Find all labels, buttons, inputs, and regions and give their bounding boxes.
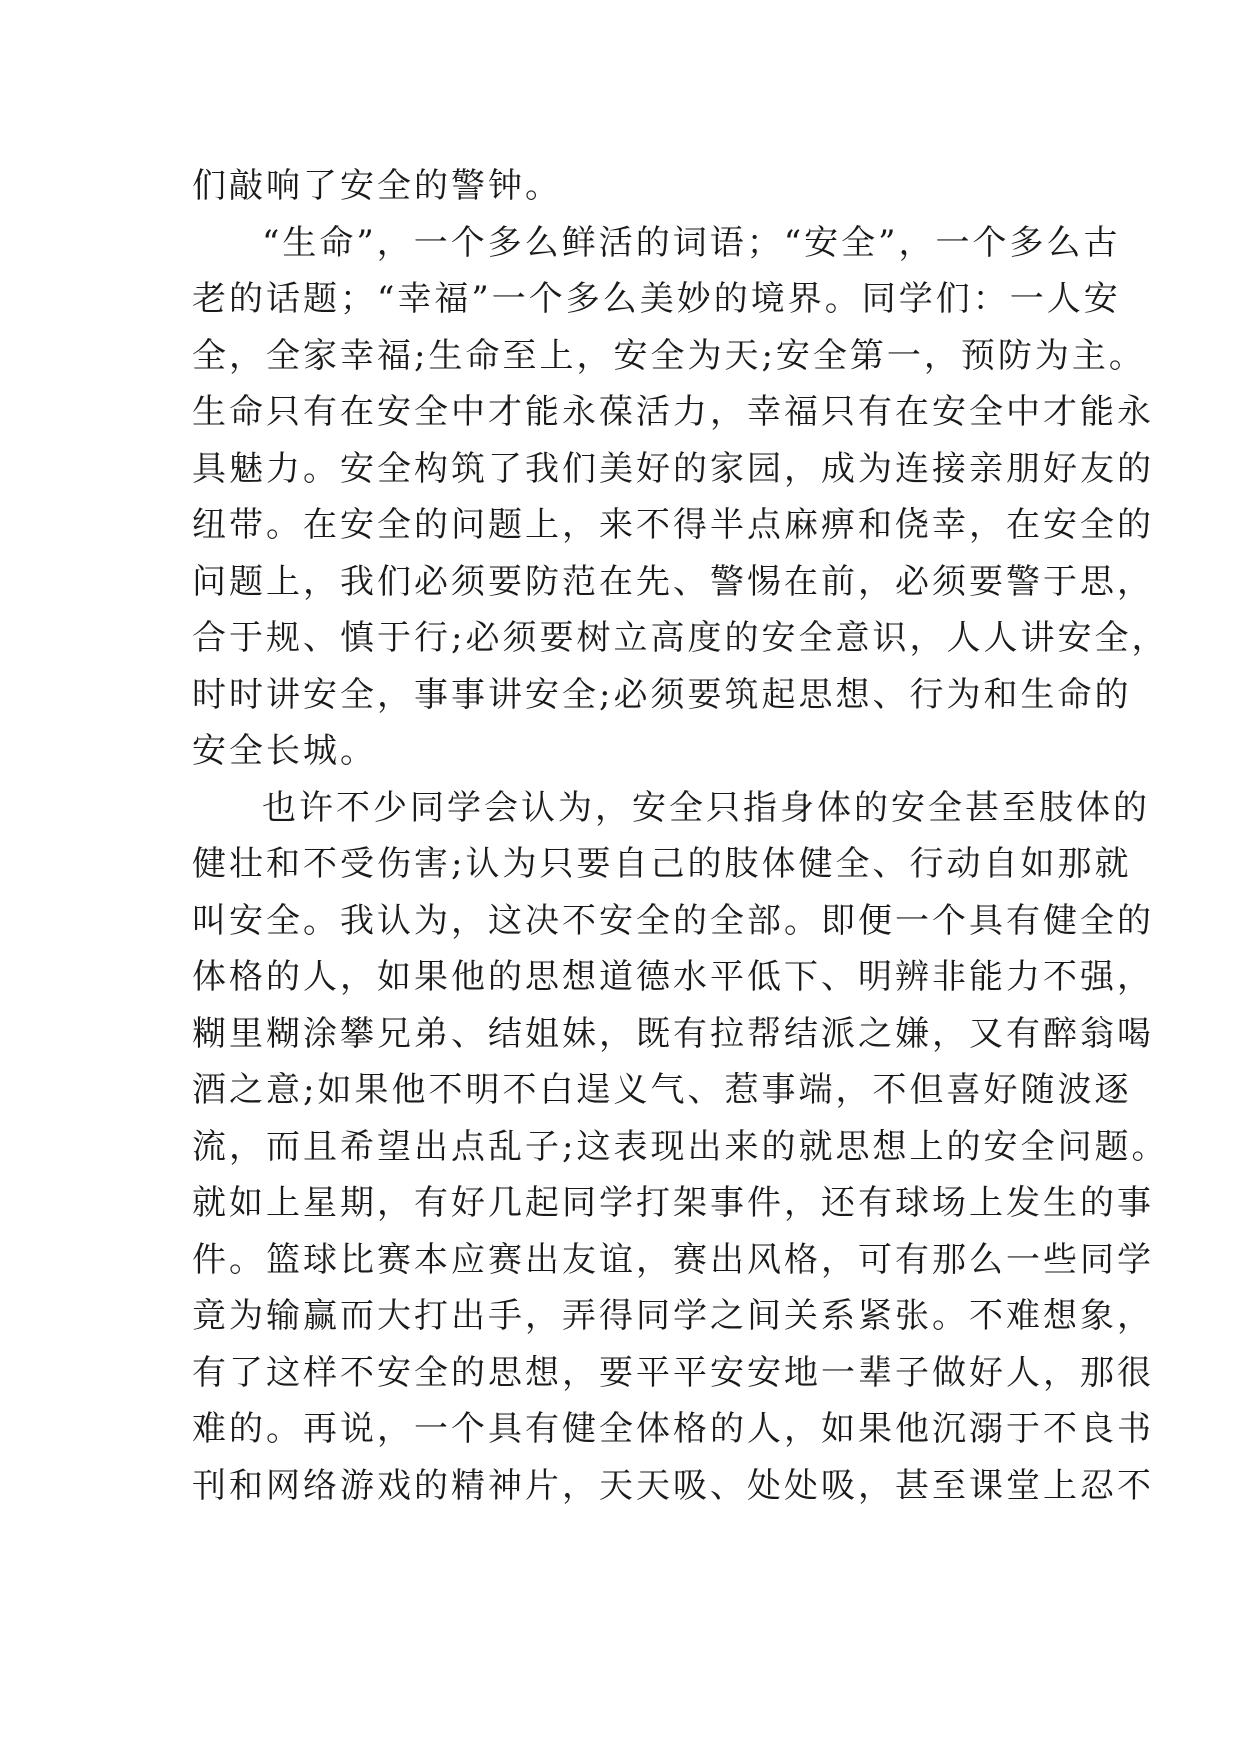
- text-line: 叫安全。我认为，这决不安全的全部。即便一个具有健全的: [192, 900, 1154, 941]
- text-line: 问题上，我们必须要防范在先、警惕在前，必须要警于思，: [192, 561, 1154, 602]
- text-line: 纽带。在安全的问题上，来不得半点麻痹和侥幸，在安全的: [192, 505, 1154, 545]
- text-line: 有了这样不安全的思想，要平平安安地一辈子做好人，那很: [192, 1352, 1154, 1393]
- text-line: 安全长城。: [192, 731, 377, 771]
- text-line: 糊里糊涂攀兄弟、结姐妹，既有拉帮结派之嫌，又有醉翁喝: [192, 1013, 1154, 1054]
- text-line: 就如上星期，有好几起同学打架事件，还有球场上发生的事: [192, 1183, 1154, 1223]
- text-line: 老的话题；“幸福”一个多么美妙的境界。同学们：一人安: [192, 279, 1121, 319]
- text-line: “生命”，一个多么鲜活的词语；“安全”，一个多么古: [262, 222, 1121, 263]
- text-line: 健壮和不受伤害;认为只要自己的肢体健全、行动自如那就: [192, 844, 1132, 884]
- text-line: 时时讲安全，事事讲安全;必须要筑起思想、行为和生命的: [192, 674, 1132, 715]
- text-line: 难的。再说，一个具有健全体格的人，如果他沉溺于不良书: [192, 1409, 1154, 1449]
- text-line: 酒之意;如果他不明不白逞义气、惹事端，不但喜好随波逐: [192, 1070, 1132, 1110]
- text-line: 流，而且希望出点乱子;这表现出来的就思想上的安全问题。: [192, 1126, 1169, 1167]
- text-line: 全，全家幸福;生命至上，安全为天;安全第一，预防为主。: [192, 335, 1146, 376]
- text-line: 刊和网络游戏的精神片，天天吸、处处吸，甚至课堂上忍不: [192, 1465, 1154, 1506]
- text-line: 生命只有在安全中才能永葆活力，幸福只有在安全中才能永: [192, 392, 1154, 432]
- text-line: 竟为输赢而大打出手，弄得同学之间关系紧张。不难想象，: [192, 1296, 1154, 1336]
- text-line: 也许不少同学会认为，安全只指身体的安全甚至肢体的: [262, 787, 1150, 828]
- text-line: 具魅力。安全构筑了我们美好的家园，成为连接亲朋好友的: [192, 448, 1154, 489]
- text-line: 合于规、慎于行;必须要树立高度的安全意识，人人讲安全，: [192, 618, 1169, 658]
- body-text: [192, 158, 1169, 1514]
- text-line: 们敲响了安全的警钟。: [192, 166, 562, 206]
- text-line: 件。篮球比赛本应赛出友谊，赛出风格，可有那么一些同学: [192, 1239, 1154, 1280]
- text-line: 体格的人，如果他的思想道德水平低下、明辨非能力不强，: [192, 957, 1154, 997]
